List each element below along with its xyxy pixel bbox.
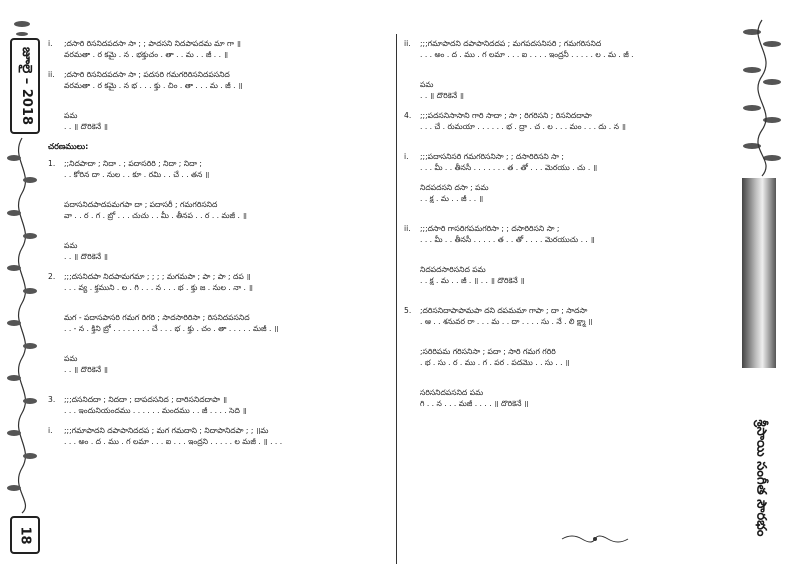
line-number: i.	[404, 152, 409, 161]
swara-line	[48, 425, 390, 436]
swara-text: ;;;పదసనిసాసాని గారి సాదా ; సా ; రిగరిసని ; రిసనిదదాపా	[420, 111, 592, 120]
column-divider	[396, 34, 397, 564]
line-number	[48, 199, 64, 210]
sahitya-line: . . . ఇందునియందము . . . . . . మందము . . జీ . . . . సెది ॥	[64, 406, 247, 415]
swara-text: ;;;పదాసనిసరి గమగరిసనిసా ; ; దసారిరిసని సా ;	[420, 152, 564, 161]
line-number	[404, 182, 420, 193]
sahitya-line: . భ . సు . ర . ము . గ . పర . పదమొ . . సు . . ॥	[420, 358, 570, 367]
line-number: i.	[48, 426, 53, 435]
swara-line	[404, 223, 730, 234]
charanam-heading: చరణములు:	[48, 142, 89, 151]
sahitya-line: . . . అం . ద . ము . గ లమా . . . ఐ . . . . ఇంద్రనీ . . . . . ల . మ . జీ .	[420, 50, 634, 59]
notation-block	[48, 312, 390, 334]
sahitya-line: వా . . ర . గ . బ్రో . . . చుచు . . మీ . తీనప . . ర . . మజీ . ॥	[64, 211, 247, 220]
line-number	[48, 312, 64, 323]
sahitya-line: . . . చే . రుమయా . . . . . . భ . ద్రా . చ . ల . . . మం . . . దు . న ॥	[420, 122, 626, 131]
sahitya-line: . . క్ష . మ . . జీ . . ॥	[420, 194, 484, 203]
sahitya-line: . . - న . క్తిని బ్రో . . . . . . . . చే . . . భ . క్తు . చం . తా . . . . . మజీ . ॥	[64, 324, 279, 333]
notation-block	[404, 79, 730, 101]
sahitya-line: . . . అం . ద . ము . గ లమా . . . ఐ . . . ఇంద్రని . . . . . ల మజీ . ॥ . . .	[64, 437, 283, 446]
sahitya-line: . . ॥ దొరికెనే ॥	[64, 122, 108, 131]
sahitya-line: . . . మీ . . తీనసీ . . . . . . . త . తో . . . మెరయు . చు . ॥	[420, 163, 598, 172]
sahitya-line: . . కోరిన దా . నుల . . కూ . రమి . . చే . . తన ॥	[64, 170, 210, 179]
sahitya-line: . . ॥ దొరికెనే ॥	[64, 365, 108, 374]
swara-line	[404, 346, 730, 357]
line-number: ii.	[404, 224, 411, 233]
swara-text: ;;;దసనిదపా నిదపామగమా ; ; ; ; మగమపా ; పా ; పా ; దప ॥	[64, 272, 251, 281]
notation-block	[48, 425, 390, 447]
swara-line	[48, 240, 390, 251]
month-year-label: జూలై – 2018	[19, 46, 35, 126]
swara-line	[48, 312, 390, 323]
line-number	[48, 110, 64, 121]
swara-line	[404, 305, 730, 316]
line-number: 5.	[404, 306, 412, 315]
swara-line	[404, 182, 730, 193]
swara-text: పదాసనిదపాదపమగపా దా ; పదాసరీ ; గమగరిసనిద	[64, 200, 218, 209]
line-number: i.	[48, 39, 53, 48]
sahitya-line: గి . . న . . . మజీ . . . . ॥ దొరికెనే ॥	[420, 399, 529, 408]
side-title-text: శ్రీసాయి సంగీత సౌరభం	[754, 418, 769, 537]
line-number	[404, 387, 420, 398]
line-number: 3.	[48, 395, 56, 404]
notation-block	[404, 346, 730, 368]
line-number: ii.	[48, 70, 55, 79]
swara-text: ;దసారి రిసనిదపదసా సా ; ; పాదసని నిదపాపదమ మా గా ॥	[64, 39, 241, 48]
swara-text: నిదపదసని దసా ; పమ	[420, 183, 489, 192]
left-column	[48, 38, 390, 456]
page-number: 18	[17, 525, 33, 545]
swara-line	[404, 264, 730, 275]
notation-block	[404, 38, 730, 60]
swara-line	[404, 387, 730, 398]
end-flourish-ornament	[560, 533, 630, 545]
line-number	[404, 264, 420, 275]
sahitya-line: . ఆ . . శనువర రా . . . మ . . దా . . . . సు . నే . లి క్ష్మా ॥	[420, 317, 593, 326]
swara-line	[48, 353, 390, 364]
notation-block	[404, 387, 730, 409]
sahitya-line: . . క్ష . మ . . జీ . ॥ . . ॥ దొరికెనే ॥	[420, 276, 525, 285]
sahitya-line: . . ॥ దొరికెనే ॥	[64, 252, 108, 261]
swara-line	[404, 38, 730, 49]
notation-block	[48, 158, 390, 180]
sahitya-line: వరమతా . ర కమై . న భ . . . క్తు . చిం . తా . . . మ . జీ . ॥	[64, 81, 243, 90]
notation-block	[48, 110, 390, 132]
sahitya-line: . . . వ్య . క్తముని . ల . గి . . . న . . . భ . క్తు జ . నుల . నా . ॥	[64, 283, 253, 292]
swara-text: పమ	[64, 241, 78, 250]
notation-block	[404, 264, 730, 286]
month-year-tab	[10, 38, 40, 134]
notation-block	[48, 240, 390, 262]
notation-block	[404, 223, 730, 245]
line-number: ii.	[404, 39, 411, 48]
swara-line	[48, 199, 390, 210]
line-number	[404, 79, 420, 90]
notation-block	[48, 394, 390, 416]
swara-text: పమ	[64, 354, 78, 363]
swara-text: పమ	[64, 111, 78, 120]
swara-text: మగ - పదాసపాసరి గమగ రిగరి ; సాదసారిరిసా ; రిసనిదపసనిద	[64, 313, 250, 322]
notation-block	[404, 110, 730, 132]
swara-line	[404, 110, 730, 121]
swara-line	[404, 151, 730, 162]
notation-block	[404, 151, 730, 173]
swara-text: సరిసనిదపసనిద పమ	[420, 388, 484, 397]
page-number-box	[10, 516, 40, 554]
swara-text: ;;;గమాపాదని దపాపానిదదప ; మగ గమదాని ; నిదాపానిదపా ; ; ॥మ	[64, 426, 269, 435]
swara-line	[48, 38, 390, 49]
line-number	[48, 240, 64, 251]
swara-text: ;;;దసనిదదా ; నిదదా ; దాపదసనిద ; దారిసనిదదాపా ॥	[64, 395, 228, 404]
magazine-side-title	[742, 385, 778, 570]
swara-text: ;దసారి రిసనిదపదసా సా ; పదసరి గమగరిరిసనిదపసనిద	[64, 70, 230, 79]
right-gradient-bar	[742, 178, 776, 368]
swara-line	[48, 110, 390, 121]
notation-block	[48, 38, 390, 60]
swara-text: ;దరిసనిదాపాపామపా దని దపమమా గాపా ; దా ; సాదసా	[420, 306, 588, 315]
swara-line	[48, 394, 390, 405]
swara-text: పమ	[420, 80, 434, 89]
sahitya-line: . . ॥ దొరికెనే ॥	[420, 91, 464, 100]
swara-text: ;;;దసారి గాసరిగపమగరిసా ; ; దసారిరిసని సా ;	[420, 224, 560, 233]
notation-block	[48, 69, 390, 91]
notation-block	[404, 305, 730, 327]
line-number: 4.	[404, 111, 412, 120]
sahitya-line: . . . మీ . . తీనసీ . . . . . త . . తో . . . . మెరయుచు . . ॥	[420, 235, 595, 244]
swara-text: నిదపదసారిసనిద పమ	[420, 265, 486, 274]
swara-line	[48, 69, 390, 80]
notation-block	[48, 199, 390, 221]
swara-line	[404, 79, 730, 90]
sahitya-line: వరమతా . ర కమై . న . భక్తుచం . తా . . మ . . జీ . . ॥	[64, 50, 228, 59]
right-column	[404, 38, 730, 418]
line-number	[404, 346, 420, 357]
swara-text: ;;;గమాపాదని దపాపానిదదప ; మగపదసనిసరి ; గమగరిసనిద	[420, 39, 602, 48]
swara-line	[48, 271, 390, 282]
notation-block	[48, 271, 390, 293]
swara-text: ;;నిదపాదా ; నిదా . ; పదాసరిరి ; నిదా ; నిదా ;	[64, 159, 202, 168]
swara-line	[48, 158, 390, 169]
notation-block	[404, 182, 730, 204]
swara-text: ;సరిరిపమ గరిసనిసా ; పదా ; సారి గమగ గరిరి	[420, 347, 556, 356]
line-number: 1.	[48, 159, 56, 168]
line-number	[48, 353, 64, 364]
line-number: 2.	[48, 272, 56, 281]
notation-block	[48, 353, 390, 375]
